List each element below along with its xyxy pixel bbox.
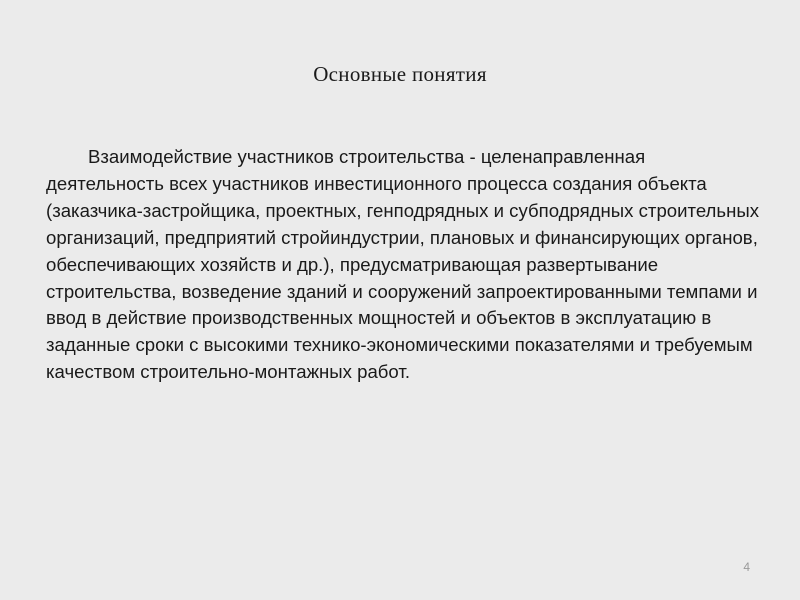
- slide-title: Основные понятия: [313, 62, 487, 86]
- page-number: 4: [743, 560, 750, 574]
- definition-paragraph: Взаимодействие участников строительства - целенаправленная деятельность всех участников инвестиционного процесса создания объекта (заказчика-застройщика, проектных, генподрядных и субподрядных строительных организаций, предприятий стройиндустрии, плановых и финансирующих органов, обеспечивающих хозяйств и др.), предусматривающая развертывание строительства, возведение зданий и сооружений запроектированными темпами и ввод в действие производственных мощностей и объектов в эксплуатацию в заданные сроки с высокими технико-экономическими показателями и требуемым качеством строительно-монтажных работ.: [46, 146, 760, 383]
